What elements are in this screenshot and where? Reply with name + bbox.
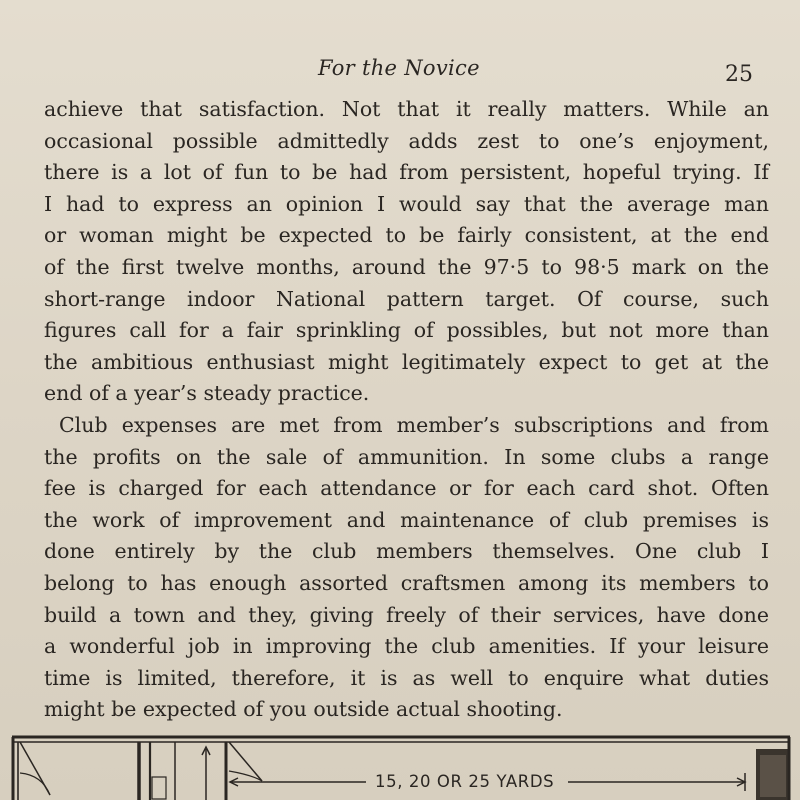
text-line: short-range indoor National pattern target. Of course, such [44,286,769,311]
diagram-backstop-texture [760,755,786,797]
text-line: the ambitious enthusiast might legitimately expect to get at the [44,349,769,374]
text-line: there is a lot of fun to be had from persistent, hopeful trying. If [44,160,769,185]
distance-label: 15, 20 OR 25 YARDS [375,772,555,791]
diagram-left-door-arc [20,773,50,795]
text-line: might be expected of you outside actual shooting. [44,697,563,722]
page-number: 25 [725,62,753,87]
text-line: of the first twelve months, around the 97·5 to 98·5 mark on the [44,254,769,279]
paragraph-1 [44,94,769,410]
text-line: belong to has enough assorted craftsmen among its members to [44,570,769,595]
text-line: figures call for a fair sprinkling of possibles, but not more than [44,318,769,343]
body-text [44,94,769,726]
text-line: Club expenses are met from member’s subscriptions and from [59,412,769,437]
text-line: build a town and they, giving freely of their services, have done [44,602,769,627]
text-line: I had to express an opinion I would say that the average man [44,191,769,216]
range-diagram [0,725,800,800]
paragraph-2 [44,410,769,726]
running-head [0,56,800,88]
running-title: For the Novice [318,56,480,80]
text-line: fee is charged for each attendance or for each card shot. Often [44,476,769,501]
text-line: end of a year’s steady practice. [44,381,370,406]
text-line: time is limited, therefore, it is as well to enquire what duties [44,665,769,690]
diagram-tag [152,777,166,799]
text-line: occasional possible admittedly adds zest to one’s enjoyment, [44,128,769,153]
text-line: or woman might be expected to be fairly consistent, at the end [44,223,769,248]
text-line: the work of improvement and maintenance of club premises is [44,507,769,532]
text-line: achieve that satisfaction. Not that it really matters. While an [44,97,769,121]
text-line: the profits on the sale of ammunition. In some clubs a range [44,444,769,469]
text-line: a wonderful job in improving the club amenities. If your leisure [44,634,769,659]
text-line: done entirely by the club members themselves. One club I [44,539,769,564]
